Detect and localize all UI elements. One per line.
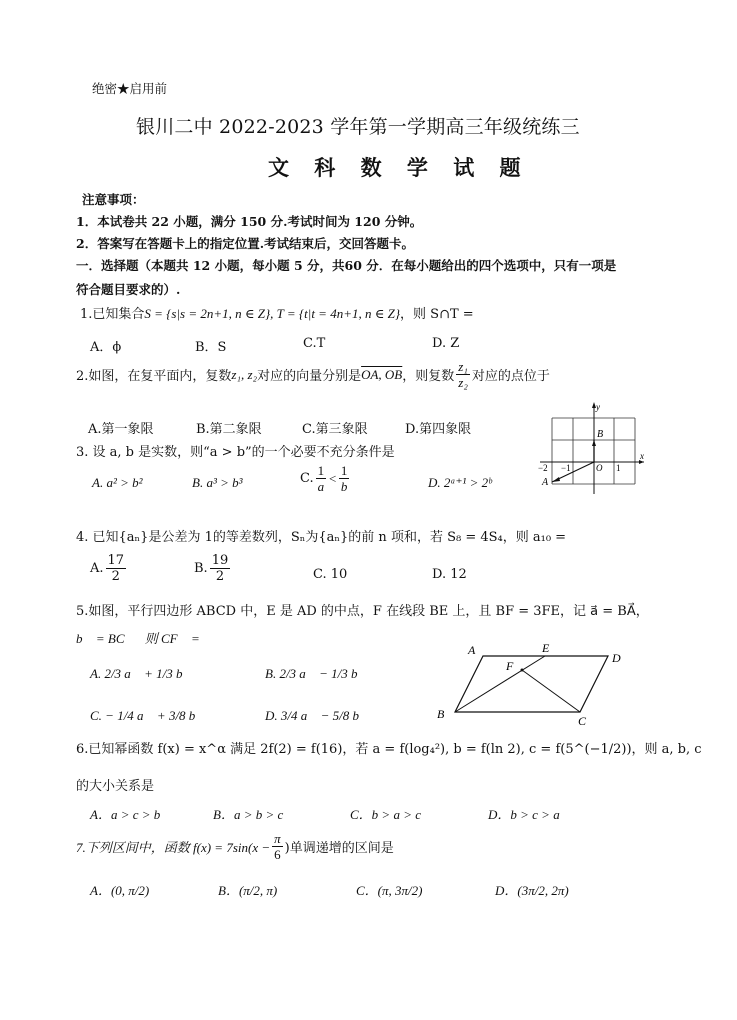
exam-title: 银川二中 2022-2023 学年第一学期高三年级统练三 [136,116,580,138]
vertex-label-b: B [437,707,445,721]
q1-option-d[interactable]: D. Z [432,336,460,351]
q2-option-a[interactable]: A.第一象限 [88,422,154,437]
q7-option-c[interactable]: C．(π, 3π/2) [356,883,423,898]
tick-label-m1: −1 [561,463,571,473]
q1-stem: 1.已知集合S = {s|s = 2n+1, n ∈ Z}, T = {t|t = 4n+1, n ∈ Z}，则 S∩T = [80,306,474,322]
confidential-mark: 绝密★启用前 [92,81,168,96]
q2-option-b[interactable]: B.第二象限 [196,422,262,437]
q5-option-c[interactable]: C. − 1/4 a⃗ + 3/8 b⃗ [90,708,206,723]
vertex-label-a: A [468,643,476,657]
q7-option-d[interactable]: D．(3π/2, 2π) [495,883,569,898]
vertex-label-e: E [542,641,550,655]
q4-option-b[interactable]: B. $\frac{19}{2}$ [194,553,229,584]
q3-option-d[interactable]: D. 2ᵃ⁺¹ > 2ᵇ [428,475,492,490]
q6-stem-line1: 6.已知幂函数 f(x) = x^α 满足 2f(2) = f(16)，若 a = f(log₄²), b = f(ln 2), c = f(5^(−1/2))，则 a, b, c [76,742,702,757]
complex-plane-figure [532,398,652,500]
q6-option-a[interactable]: A．a > c > b [90,807,161,822]
q4-option-a[interactable]: A. $\frac{17}{2}$ [90,553,125,584]
notes-heading: 注意事项： [82,192,145,207]
q5-option-d[interactable]: D. 3/4 a⃗ − 5/8 b⃗ [265,708,370,723]
q5-option-a[interactable]: A. 2/3 a⃗ + 1/3 b⃗ [90,666,193,681]
q7-option-a[interactable]: A．(0, π/2) [90,883,150,898]
q5-option-b[interactable]: B. 2/3 a⃗ − 1/3 b⃗ [265,666,368,681]
origin-label: O [596,463,603,473]
parallelogram-figure [430,640,630,730]
vertex-label-f: F [506,659,514,673]
q4-option-c[interactable]: C. 10 [313,567,348,582]
q6-option-b[interactable]: B．a > b > c [213,807,284,822]
note-1: 1．本试卷共 22 小题，满分 150 分.考试时间为 120 分钟。 [76,214,423,229]
q5-stem-line1: 5.如图，平行四边形 ABCD 中，E 是 AD 的中点，F 在线段 BE 上，且 BF = 3FE，记 a⃗ = BA⃗， [76,604,649,619]
tick-label-m2: −2 [538,463,548,473]
point-label-b: B [597,429,604,440]
q4-stem: 4. 已知{aₙ}是公差为 1的等差数列，Sₙ为{aₙ}的前 n 项和，若 S₈ = 4S₄，则 a₁₀ = [76,530,567,545]
q3-option-b[interactable]: B. a³ > b³ [192,475,243,490]
point-label-a: A [542,477,549,488]
q1-option-b[interactable]: B．S [195,340,227,355]
vertex-label-d: D [612,651,621,665]
q7-option-b[interactable]: B．(π/2, π) [218,883,278,898]
q2-option-d[interactable]: D.第四象限 [405,422,472,437]
q1-option-c[interactable]: C.T [303,336,326,351]
tick-label-1: 1 [616,463,621,473]
section-heading-line2: 符合题目要求的）. [76,282,181,297]
q3-stem: 3. 设 a, b 是实数，则“a > b”的一个必要不充分条件是 [76,445,395,460]
q6-stem-line2: 的大小关系是 [76,779,155,794]
axis-label-y: y [596,402,600,412]
q7-stem: 7.下列区间中，函数 f(x) = 7sin(x − $\frac{\pi}{6}$ )单调递增的区间是 [76,831,394,862]
q4-option-d[interactable]: D. 12 [432,567,467,582]
q2-option-c[interactable]: C.第三象限 [302,422,368,437]
q2-stem: 2.如图，在复平面内，复数 z₁, z₂ 对应的向量分别是 OA, OB ，则复数 $\frac{\text{z₁}}{\text{z₂}}$ 对应的点位于 [76,359,550,390]
vertex-label-c: C [578,714,587,728]
section-heading-line1: 一．选择题（本题共 12 小题，每小题 5 分，共60 分．在每小题给出的四个选项中，只有一项是 [76,258,617,273]
q5-stem-line2: b⃗ = BC⃗，则 CF⃗ = [76,631,200,646]
q3-option-c[interactable]: C. $\frac{1}{a}$ < $\frac{1}{b}$ [300,463,348,494]
segment-cf [522,670,580,712]
q6-option-d[interactable]: D．b > c > a [488,807,560,822]
axis-label-x: x [640,451,644,461]
exam-subtitle: 文 科 数 学 试 题 [268,155,530,180]
q1-option-a[interactable]: A．ϕ [90,340,122,355]
note-2: 2．答案写在答题卡上的指定位置.考试结束后，交回答题卡。 [76,236,415,251]
q3-option-a[interactable]: A. a² > b² [92,475,143,490]
q6-option-c[interactable]: C．b > a > c [350,807,421,822]
